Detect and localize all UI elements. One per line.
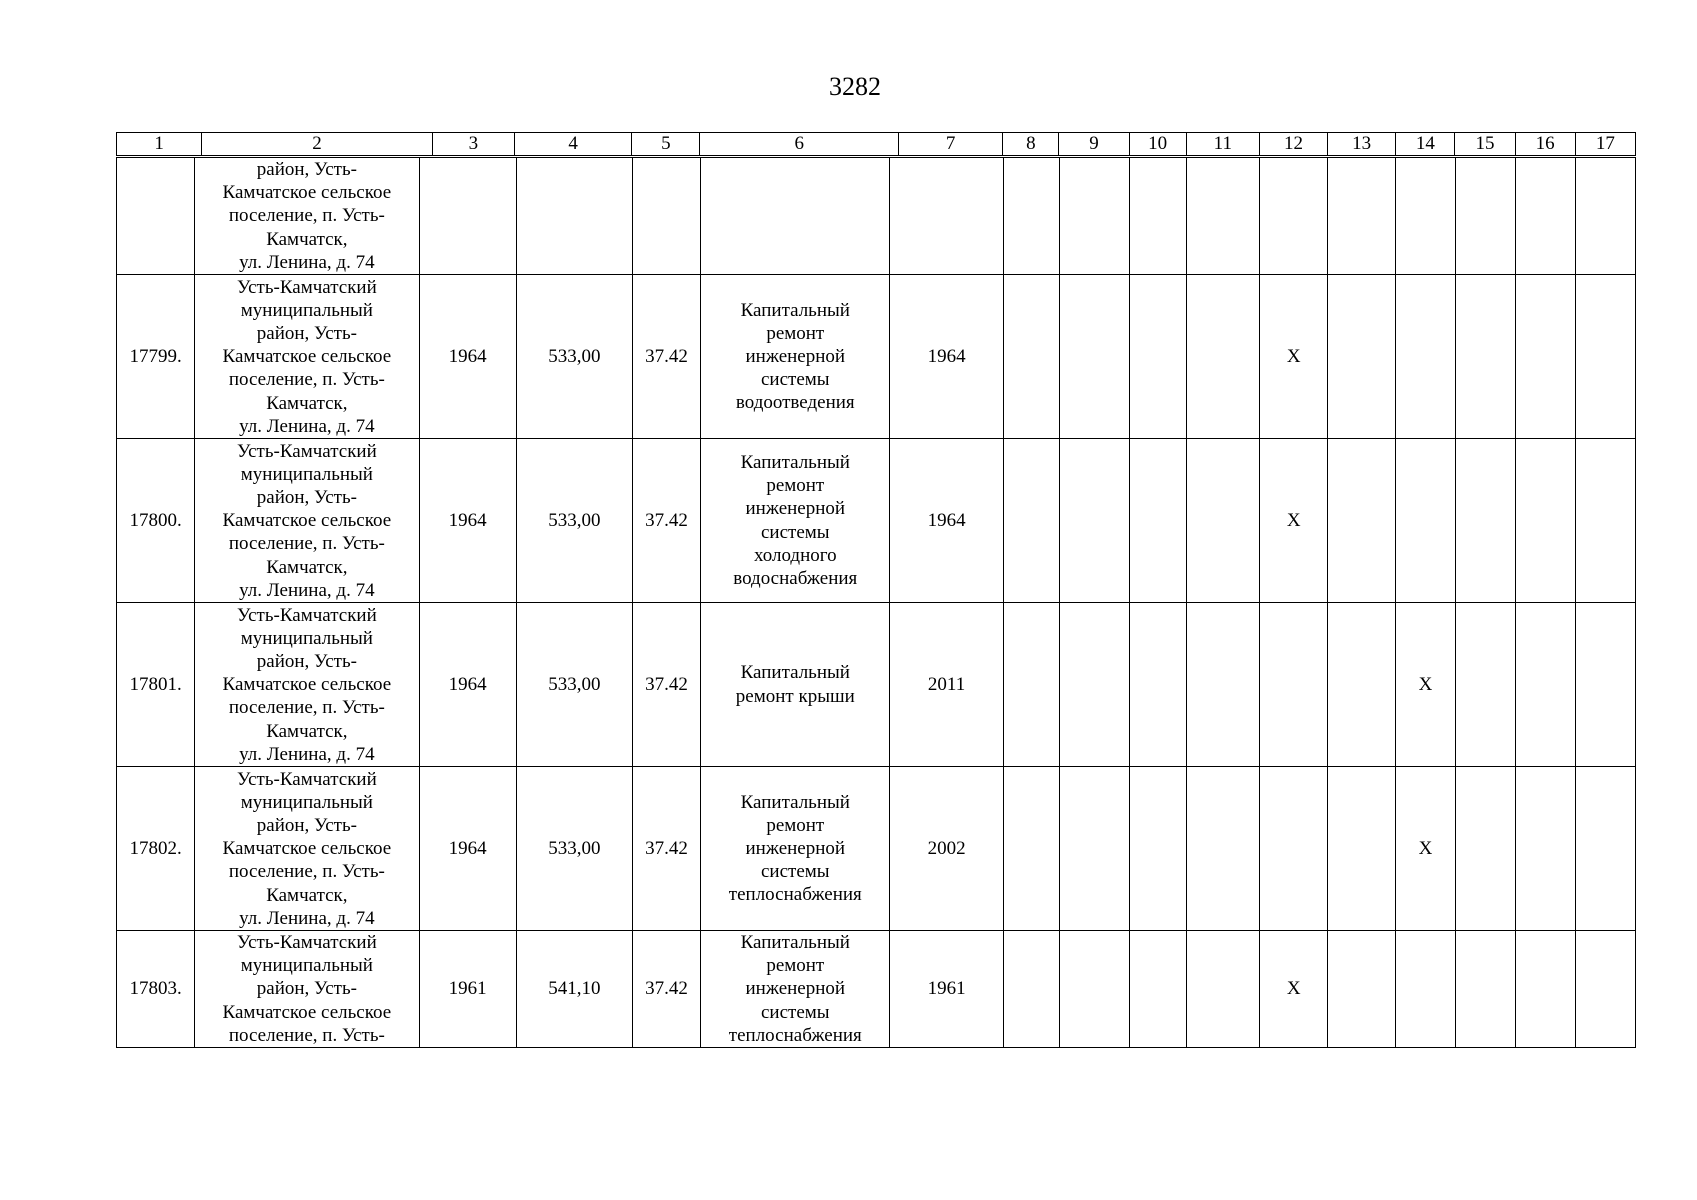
cell-col-4: [516, 158, 632, 275]
cell-mark: Х: [1396, 603, 1455, 767]
cell-col-6: [701, 158, 890, 275]
cell-address: Усть-Камчатский муниципальный район, Усть- Камчатское сельское поселение, п. Усть- Камчатск, ул. Ленина, д. 74: [195, 275, 419, 439]
cell-col-17: [1575, 767, 1635, 931]
cell-num: 17802.: [117, 767, 195, 931]
cell-col-13: [1328, 439, 1396, 603]
header-col-10: 10: [1129, 133, 1186, 156]
cell-col-9: [1059, 158, 1129, 275]
cell-col-10: [1129, 603, 1186, 767]
cell-col-13: [1328, 275, 1396, 439]
cell-work: Капитальный ремонт инженерной системы теплоснабжения: [701, 931, 890, 1048]
cell-col-9: [1059, 275, 1129, 439]
header-col-14: 14: [1396, 133, 1455, 156]
cell-col-15: [1455, 767, 1515, 931]
cell-col-11: [1187, 767, 1260, 931]
cell-year2: 1964: [890, 439, 1003, 603]
cell-col-15: [1455, 603, 1515, 767]
cell-col-14: [1396, 158, 1455, 275]
cell-col-17: [1575, 931, 1635, 1048]
table-row: [117, 767, 1636, 931]
cell-col-12: [1260, 158, 1328, 275]
cell-year2: 1964: [890, 275, 1003, 439]
cell-col-15: [1455, 439, 1515, 603]
cell-col-17: [1575, 603, 1635, 767]
cell-col-9: [1059, 767, 1129, 931]
cell-year: 1964: [419, 439, 516, 603]
header-col-13: 13: [1328, 133, 1396, 156]
cell-mark: Х: [1260, 931, 1328, 1048]
cell-area: 533,00: [516, 603, 632, 767]
cell-col-11: [1187, 275, 1260, 439]
cell-col-10: [1129, 158, 1186, 275]
cell-col-13: [1328, 767, 1396, 931]
table-row: [117, 439, 1636, 603]
cell-col-3: [419, 158, 516, 275]
table-row: [117, 603, 1636, 767]
cell-mark: Х: [1260, 275, 1328, 439]
cell-year: 1964: [419, 767, 516, 931]
page-number: 3282: [829, 72, 881, 101]
cell-col-8: [1003, 603, 1059, 767]
cell-col-13: [1328, 931, 1396, 1048]
capital-repair-table: [116, 157, 1636, 1048]
cell-col-8: [1003, 158, 1059, 275]
cell-col-13: [1328, 158, 1396, 275]
column-number-header: [116, 132, 1636, 156]
cell-col-10: [1129, 275, 1186, 439]
header-col-11: 11: [1186, 133, 1259, 156]
cell-mark: Х: [1396, 767, 1455, 931]
cell-code: 37.42: [632, 439, 700, 603]
cell-col-11: [1187, 158, 1260, 275]
cell-work: Капитальный ремонт инженерной системы теплоснабжения: [701, 767, 890, 931]
cell-col-16: [1515, 603, 1575, 767]
cell-code: 37.42: [632, 603, 700, 767]
cell-col-9: [1059, 439, 1129, 603]
cell-year2: 2011: [890, 603, 1003, 767]
cell-col-10: [1129, 767, 1186, 931]
header-col-8: 8: [1003, 133, 1059, 156]
cell-address: Усть-Камчатский муниципальный район, Усть- Камчатское сельское поселение, п. Усть-: [195, 931, 419, 1048]
cell-col-9: [1059, 603, 1129, 767]
cell-work: Капитальный ремонт крыши: [701, 603, 890, 767]
header-col-9: 9: [1059, 133, 1129, 156]
cell-col-11: [1187, 603, 1260, 767]
cell-col-16: [1515, 275, 1575, 439]
cell-col-16: [1515, 439, 1575, 603]
header-col-1: 1: [117, 133, 202, 156]
cell-area: 533,00: [516, 767, 632, 931]
cell-col-16: [1515, 158, 1575, 275]
cell-num: 17800.: [117, 439, 195, 603]
cell-year: 1964: [419, 603, 516, 767]
cell-col-16: [1515, 931, 1575, 1048]
cell-col-9: [1059, 931, 1129, 1048]
cell-num: [117, 158, 195, 275]
cell-year2: 1961: [890, 931, 1003, 1048]
cell-code: 37.42: [632, 931, 700, 1048]
cell-num: 17799.: [117, 275, 195, 439]
header-col-16: 16: [1515, 133, 1575, 156]
cell-year2: 2002: [890, 767, 1003, 931]
cell-col-17: [1575, 439, 1635, 603]
cell-col-10: [1129, 931, 1186, 1048]
cell-col-10: [1129, 439, 1186, 603]
cell-col-17: [1575, 158, 1635, 275]
header-col-5: 5: [632, 133, 700, 156]
cell-col-11: [1187, 439, 1260, 603]
header-col-7: 7: [899, 133, 1003, 156]
cell-work: Капитальный ремонт инженерной системы холодного водоснабжения: [701, 439, 890, 603]
cell-year: 1961: [419, 931, 516, 1048]
header-col-12: 12: [1259, 133, 1327, 156]
cell-col-15: [1455, 275, 1515, 439]
cell-num: 17803.: [117, 931, 195, 1048]
cell-address: район, Усть- Камчатское сельское поселение, п. Усть- Камчатск, ул. Ленина, д. 74: [195, 158, 419, 275]
cell-col-5: [632, 158, 700, 275]
cell-area: 533,00: [516, 275, 632, 439]
cell-area: 541,10: [516, 931, 632, 1048]
cell-code: 37.42: [632, 275, 700, 439]
cell-area: 533,00: [516, 439, 632, 603]
cell-year: 1964: [419, 275, 516, 439]
cell-col-15: [1455, 931, 1515, 1048]
cell-work: Капитальный ремонт инженерной системы водоотведения: [701, 275, 890, 439]
header-col-2: 2: [202, 133, 433, 156]
header-col-15: 15: [1455, 133, 1515, 156]
header-col-3: 3: [432, 133, 514, 156]
header-col-4: 4: [515, 133, 632, 156]
cell-col-14: [1396, 931, 1455, 1048]
header-col-6: 6: [700, 133, 899, 156]
cell-col-13: [1328, 603, 1396, 767]
table-row: [117, 275, 1636, 439]
cell-col-14: [1396, 275, 1455, 439]
cell-col-17: [1575, 275, 1635, 439]
cell-col-12: [1260, 767, 1328, 931]
cell-address: Усть-Камчатский муниципальный район, Усть- Камчатское сельское поселение, п. Усть- Камчатск, ул. Ленина, д. 74: [195, 767, 419, 931]
cell-mark: Х: [1260, 439, 1328, 603]
cell-col-14: [1396, 439, 1455, 603]
cell-col-12: [1260, 603, 1328, 767]
header-col-17: 17: [1575, 133, 1635, 156]
cell-num: 17801.: [117, 603, 195, 767]
cell-code: 37.42: [632, 767, 700, 931]
table-row-continuation: [117, 158, 1636, 275]
table-row: [117, 931, 1636, 1048]
cell-col-7: [890, 158, 1003, 275]
cell-col-15: [1455, 158, 1515, 275]
cell-address: Усть-Камчатский муниципальный район, Усть- Камчатское сельское поселение, п. Усть- Камчатск, ул. Ленина, д. 74: [195, 439, 419, 603]
cell-col-11: [1187, 931, 1260, 1048]
cell-col-8: [1003, 439, 1059, 603]
cell-col-8: [1003, 767, 1059, 931]
cell-col-16: [1515, 767, 1575, 931]
cell-address: Усть-Камчатский муниципальный район, Усть- Камчатское сельское поселение, п. Усть- Камчатск, ул. Ленина, д. 74: [195, 603, 419, 767]
cell-col-8: [1003, 931, 1059, 1048]
cell-col-8: [1003, 275, 1059, 439]
